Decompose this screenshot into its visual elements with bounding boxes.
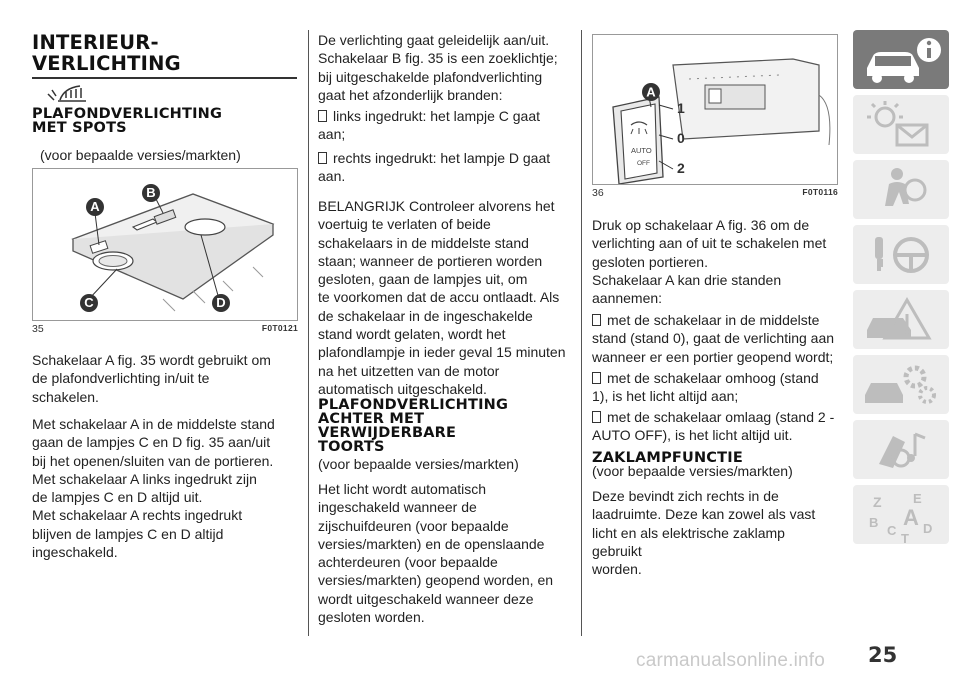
- text-line: automatisch uitgeschakeld.: [318, 380, 487, 397]
- text-line: de schakelaar in de ingeschakelde: [318, 307, 533, 324]
- text-line: Druk op schakelaar A fig. 36 om de: [592, 217, 810, 233]
- text-line: worden.: [592, 561, 642, 578]
- text-line: gesloten, gaan de lampjes uit, om: [318, 271, 528, 288]
- page-number: 25: [868, 643, 898, 667]
- bullet-box-icon: [318, 110, 327, 122]
- text-line: wanneer er een portier geopend wordt;: [592, 348, 834, 365]
- paragraph-press-switch: [592, 216, 838, 307]
- text-line: aan.: [318, 168, 346, 185]
- switch-auto-label: AUTO: [631, 146, 652, 155]
- main-title-line1: INTERIEUR-: [32, 31, 159, 54]
- text-line: voertuig te verlaten of beide: [318, 216, 491, 233]
- index-letter: Z: [873, 494, 882, 510]
- paragraph-middle-position: [32, 415, 298, 561]
- text-line: [318, 107, 574, 125]
- text-line: gaat het afzonderlijk branden:: [318, 86, 503, 103]
- tab-warning-lights[interactable]: [853, 95, 949, 154]
- text-line: achterdeuren (voor bepaalde: [318, 554, 498, 571]
- bullet-text: rechts ingedrukt: het lampje D gaat: [333, 150, 551, 166]
- bullet-down-position: [592, 408, 838, 445]
- versions-note: (voor bepaalde versies/markten): [40, 147, 241, 163]
- sub-title-line1: PLAFONDVERLICHTING: [32, 106, 223, 122]
- bullet-box-icon: [318, 152, 327, 164]
- car-info-icon: [853, 30, 949, 89]
- figure-36-label-1: 1: [677, 100, 685, 116]
- bullet-box-icon: [592, 411, 601, 423]
- figure-35-image: [32, 168, 298, 321]
- figure-36-label-2: 2: [677, 160, 685, 176]
- text-line: gesloten portieren.: [592, 253, 708, 270]
- text-line: Schakelaar B fig. 35 is een zoeklichtje;: [318, 50, 558, 67]
- text-line: stand (stand 0), gaat de verlichting aan: [592, 330, 835, 347]
- text-line: AUTO OFF), is het licht altijd uit.: [592, 427, 793, 444]
- text-line: gaan de lampjes C en D fig. 35 aan/uit: [32, 434, 271, 451]
- paragraph-gradual-light: [318, 31, 574, 104]
- figure-35: [32, 168, 298, 335]
- text-line: de lampjes C en D altijd uit.: [32, 489, 203, 506]
- text-line: [592, 369, 838, 387]
- index-letter: A: [903, 505, 919, 530]
- sub-title-rear-light: [318, 398, 508, 454]
- tab-emergency[interactable]: [853, 290, 949, 349]
- versions-note: (voor bepaalde versies/markten): [592, 463, 793, 479]
- bullet-text: links ingedrukt: het lampje C gaat: [333, 108, 540, 124]
- text-line: licht en als elektrische zaklamp gebruikt: [592, 524, 785, 559]
- sub-title-line: TOORTS: [318, 439, 385, 455]
- text-line: de plafondverlichting in/uit te: [32, 370, 210, 387]
- text-line: De verlichting gaat geleidelijk aan/uit.: [318, 32, 550, 48]
- text-line: Deze bevindt zich rechts in de: [592, 488, 779, 504]
- figure-36-image: [592, 34, 838, 185]
- main-title-line2: VERLICHTING: [32, 52, 181, 75]
- figure-36-code: F0T0116: [802, 187, 838, 197]
- text-line: bij het openen/sluiten van de portieren.: [32, 452, 274, 469]
- text-line: Met schakelaar A in de middelste stand: [32, 416, 275, 432]
- figure-35-label-b: B: [146, 185, 156, 200]
- interior-light-icon: [44, 80, 90, 109]
- figure-36-label-a: A: [646, 84, 656, 100]
- bullet-middle-position: [592, 311, 838, 366]
- tab-index[interactable]: [853, 485, 949, 544]
- important-notice: [318, 197, 574, 398]
- car-maintenance-gears-icon: [853, 355, 949, 414]
- text-line: 1), is het licht altijd aan;: [592, 388, 739, 405]
- sub-title-line: PLAFONDVERLICHTING: [318, 397, 509, 413]
- figure-35-label-c: C: [84, 295, 94, 310]
- figure-35-label-d: D: [216, 295, 226, 310]
- column-divider: [581, 30, 582, 636]
- index-letter: E: [913, 491, 922, 506]
- text-line: versies/markten) geopend worden, en: [318, 572, 554, 589]
- text-line: BELANGRIJK Controleer alvorens het: [318, 198, 555, 214]
- text-line: ingeschakeld.: [32, 544, 118, 561]
- text-line: aan;: [318, 126, 346, 143]
- title-rule: [32, 77, 297, 79]
- text-line: bij uitgeschakelde plafondverlichting: [318, 68, 543, 85]
- figure-35-caption: [32, 323, 298, 335]
- figure-35-label-a: A: [90, 199, 100, 214]
- tab-maintenance[interactable]: [853, 355, 949, 414]
- key-steering-wheel-icon: [853, 225, 949, 284]
- text-line: [592, 408, 838, 426]
- switch-off-label: OFF: [637, 160, 650, 167]
- figure-35-code: F0T0121: [261, 323, 298, 333]
- tab-safety[interactable]: [853, 160, 949, 219]
- tab-starting-driving[interactable]: [853, 225, 949, 284]
- text-line: gesloten worden.: [318, 609, 425, 626]
- bullet-up-position: [592, 369, 838, 406]
- text-line: zijschuifdeuren (voor bepaalde: [318, 517, 509, 534]
- main-title: [32, 32, 181, 74]
- bullet-text: met de schakelaar in de middelste: [607, 312, 820, 328]
- bullet-left-pressed: [318, 107, 574, 144]
- chapter-sidebar: [853, 30, 949, 550]
- figure-36: [592, 34, 838, 199]
- sub-title-line2: MET SPOTS: [32, 120, 127, 136]
- warning-lights-message-icon: [853, 95, 949, 154]
- index-letter: C: [887, 523, 897, 538]
- bullet-text: met de schakelaar omlaag (stand 2 -: [607, 409, 835, 425]
- bullet-box-icon: [592, 372, 601, 384]
- text-line: Het licht wordt automatisch: [318, 481, 487, 497]
- text-line: Met schakelaar A links ingedrukt zijn: [32, 470, 257, 487]
- figure-35-number: 35: [32, 323, 44, 335]
- text-line: schakelen.: [32, 388, 99, 405]
- index-letter: T: [901, 531, 909, 544]
- text-line: verlichting aan of uit te schakelen met: [592, 235, 827, 252]
- text-line: na het uitzetten van de motor: [318, 362, 500, 379]
- text-line: aannemen:: [592, 290, 663, 307]
- text-line: te voorkomen dat de accu ontlaadt. Als: [318, 289, 560, 306]
- index-letter: B: [869, 515, 879, 530]
- figure-36-number: 36: [592, 187, 604, 199]
- versions-note: (voor bepaalde versies/markten): [318, 456, 519, 472]
- airbag-safety-icon: [853, 160, 949, 219]
- text-line: stand wordt gelaten, wordt het: [318, 326, 506, 343]
- bullet-right-pressed: [318, 149, 574, 186]
- figure-36-caption: [592, 187, 838, 199]
- car-accident-icon: [853, 290, 949, 349]
- sub-title-plafond-spots: [32, 107, 222, 135]
- paragraph-flashlight: [592, 487, 838, 578]
- text-line: laadruimte. Deze kan zowel als vast: [592, 506, 816, 523]
- text-line: blijven de lampjes C en D altijd: [32, 525, 224, 542]
- bullet-text: met de schakelaar omhoog (stand: [607, 370, 819, 386]
- column-divider: [308, 30, 309, 636]
- tab-car-info[interactable]: [853, 30, 949, 89]
- tab-multimedia[interactable]: [853, 420, 949, 479]
- sub-title-line: ACHTER MET: [318, 411, 425, 427]
- alphabetical-index-icon: [853, 485, 949, 544]
- paragraph-auto-light: [318, 480, 574, 626]
- text-line: [592, 311, 838, 329]
- text-line: ingeschakeld wanneer de: [318, 499, 477, 516]
- text-line: wordt uitgeschakeld wanneer deze: [318, 590, 534, 607]
- multimedia-icon: [853, 420, 949, 479]
- sub-title-flashlight: ZAKLAMPFUNCTIE: [592, 450, 743, 466]
- paragraph-switch-a: [32, 351, 298, 406]
- figure-36-label-0: 0: [677, 130, 685, 146]
- sub-title-line: VERWIJDERBARE: [318, 425, 457, 441]
- text-line: [318, 149, 574, 167]
- index-letter: D: [923, 521, 933, 536]
- text-line: plafondlampje in ieder geval 15 minuten: [318, 344, 566, 361]
- text-line: schakelaars in de middelste stand: [318, 234, 529, 251]
- text-line: versies/markten) en de openslaande: [318, 535, 545, 552]
- text-line: Schakelaar A kan drie standen: [592, 271, 782, 288]
- text-line: Schakelaar A fig. 35 wordt gebruikt om: [32, 352, 271, 368]
- text-line: Met schakelaar A rechts ingedrukt: [32, 507, 243, 524]
- watermark: carmanualsonline.info: [636, 650, 826, 671]
- text-line: staan; wanneer de portieren worden: [318, 252, 543, 269]
- bullet-box-icon: [592, 314, 601, 326]
